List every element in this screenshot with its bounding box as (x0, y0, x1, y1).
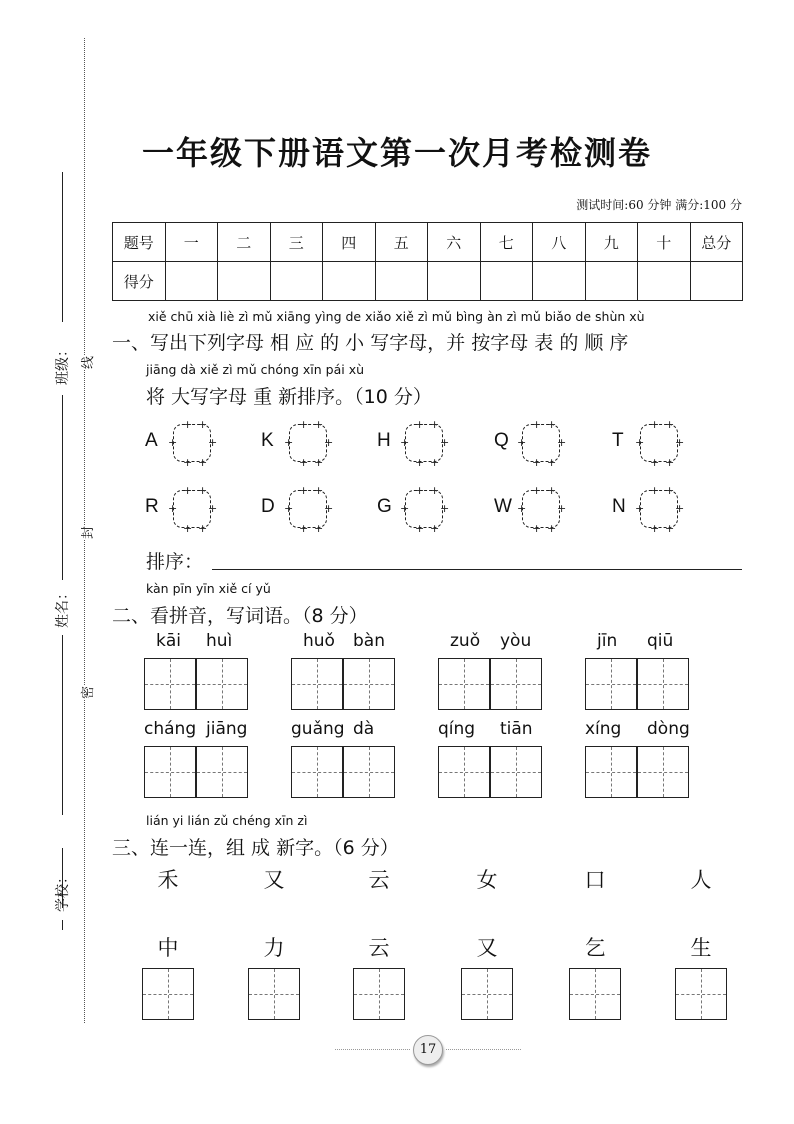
score-table (112, 222, 743, 301)
box-tick-mark: + (415, 456, 425, 469)
bottom-component-char[interactable]: 乞 (584, 936, 606, 960)
header-cell: 三 (270, 223, 323, 262)
tianzige-writing-box[interactable] (144, 658, 196, 710)
box-tick-mark: + (532, 484, 542, 497)
word-pinyin-2: yòu (500, 631, 532, 651)
box-tick-mark: + (430, 456, 440, 469)
box-tick-mark: + (208, 436, 218, 449)
score-cell[interactable] (533, 262, 586, 301)
top-component-char[interactable]: 女 (476, 868, 498, 892)
section3-heading: 三、连一连，组 成 新字。（6 分） (112, 837, 399, 859)
header-cell: 六 (428, 223, 481, 262)
box-tick-mark: + (547, 456, 557, 469)
uppercase-letter: H (377, 430, 391, 451)
score-cell[interactable] (638, 262, 691, 301)
box-tick-mark: + (430, 522, 440, 535)
box-tick-mark: + (547, 418, 557, 431)
box-tick-mark: + (532, 456, 542, 469)
box-tick-mark: + (183, 418, 193, 431)
bottom-component-char[interactable]: 云 (368, 936, 390, 960)
tianzige-writing-box[interactable] (585, 658, 637, 710)
box-tick-mark: + (314, 456, 324, 469)
word-pinyin-2: huì (206, 631, 233, 651)
box-tick-mark: + (635, 502, 645, 515)
uppercase-letter: T (612, 430, 624, 451)
page-number: 17 (413, 1035, 443, 1065)
page-title: 一年级下册语文第一次月考检测卷 (141, 134, 652, 172)
tianzige-writing-box[interactable] (637, 746, 689, 798)
box-tick-mark: + (284, 502, 294, 515)
header-cell: 七 (480, 223, 533, 262)
score-cell[interactable] (218, 262, 271, 301)
new-char-writing-box[interactable] (461, 968, 513, 1020)
header-cell: 八 (533, 223, 586, 262)
word-pinyin-1: qíng (438, 719, 476, 739)
uppercase-letter: A (145, 430, 158, 451)
box-tick-mark: + (168, 436, 178, 449)
section2-heading: 二、看拼音，写词语。（8 分） (112, 605, 368, 627)
box-tick-mark: + (517, 502, 527, 515)
header-cell: 一 (165, 223, 218, 262)
page-dots-left (335, 1049, 410, 1050)
word-pinyin-1: xíng (585, 719, 622, 739)
header-cell: 二 (218, 223, 271, 262)
section2-pinyin: kàn pīn yīn xiě cí yǔ (146, 581, 271, 596)
seal-mark-mi: 密 (74, 686, 99, 699)
box-tick-mark: + (430, 484, 440, 497)
box-tick-mark: + (650, 484, 660, 497)
word-pinyin-1: huǒ (303, 631, 335, 651)
score-cell[interactable] (375, 262, 428, 301)
uppercase-letter: Q (494, 430, 509, 451)
box-tick-mark: + (415, 418, 425, 431)
score-value-row (113, 262, 743, 301)
top-component-char[interactable]: 口 (584, 868, 606, 892)
box-tick-mark: + (183, 484, 193, 497)
new-char-writing-box[interactable] (675, 968, 727, 1020)
name-underline-top (62, 395, 63, 580)
seal-mark-feng: 封 (74, 526, 99, 539)
score-cell[interactable] (428, 262, 481, 301)
box-tick-mark: + (635, 436, 645, 449)
word-pinyin-1: zuǒ (450, 631, 481, 651)
new-char-writing-box[interactable] (248, 968, 300, 1020)
box-tick-mark: + (415, 484, 425, 497)
box-tick-mark: + (299, 456, 309, 469)
box-tick-mark: + (314, 418, 324, 431)
score-cell[interactable] (480, 262, 533, 301)
word-pinyin-2: tiān (500, 719, 533, 739)
box-tick-mark: + (415, 522, 425, 535)
score-header-row (113, 223, 743, 262)
box-tick-mark: + (208, 502, 218, 515)
box-tick-mark: + (314, 484, 324, 497)
class-underline (62, 172, 63, 322)
box-tick-mark: + (665, 418, 675, 431)
uppercase-letter: D (261, 496, 275, 517)
box-tick-mark: + (665, 522, 675, 535)
box-tick-mark: + (532, 522, 542, 535)
new-char-writing-box[interactable] (569, 968, 621, 1020)
bottom-component-char[interactable]: 生 (690, 936, 712, 960)
uppercase-letter: G (377, 496, 392, 517)
box-tick-mark: + (650, 456, 660, 469)
tianzige-writing-box[interactable] (585, 746, 637, 798)
school-underline-bottom (62, 920, 63, 930)
word-pinyin-2: dà (353, 719, 375, 739)
tianzige-writing-box[interactable] (490, 746, 542, 798)
tianzige-writing-box[interactable] (637, 658, 689, 710)
header-cell: 五 (375, 223, 428, 262)
header-cell: 题号 (113, 223, 166, 262)
box-tick-mark: + (198, 522, 208, 535)
score-cell[interactable] (690, 262, 743, 301)
box-tick-mark: + (324, 436, 334, 449)
bottom-component-char[interactable]: 又 (476, 936, 498, 960)
box-tick-mark: + (675, 502, 685, 515)
section1-heading-line1: 一、写出下列字母 相 应 的 小 写字母，并 按字母 表 的 顺 序 (112, 332, 629, 354)
uppercase-letter: R (145, 496, 159, 517)
box-tick-mark: + (400, 436, 410, 449)
score-row-label: 得分 (113, 262, 166, 301)
word-pinyin-1: jīn (597, 631, 618, 651)
class-label: 班级： (55, 343, 71, 385)
score-cell[interactable] (323, 262, 376, 301)
box-tick-mark: + (284, 436, 294, 449)
box-tick-mark: + (650, 522, 660, 535)
tianzige-writing-box[interactable] (144, 746, 196, 798)
bottom-component-char[interactable]: 力 (263, 936, 285, 960)
section1-pinyin-line2: jiāng dà xiě zì mǔ chóng xīn pái xù (146, 362, 365, 377)
top-component-char[interactable]: 人 (690, 868, 712, 892)
section1-heading-line2: 将 大写字母 重 新排序。（10 分） (146, 386, 432, 408)
top-component-char[interactable]: 又 (263, 868, 285, 892)
bottom-component-char[interactable]: 中 (157, 936, 179, 960)
score-cell[interactable] (270, 262, 323, 301)
box-tick-mark: + (440, 436, 450, 449)
box-tick-mark: + (299, 522, 309, 535)
tianzige-writing-box[interactable] (490, 658, 542, 710)
word-pinyin-2: jiāng (206, 719, 248, 739)
box-tick-mark: + (183, 522, 193, 535)
uppercase-letter: W (494, 496, 512, 517)
section3-pinyin: lián yi lián zǔ chéng xīn zì (146, 813, 308, 828)
page-dots-right (446, 1049, 521, 1050)
word-pinyin-2: dòng (647, 719, 690, 739)
top-component-char[interactable]: 禾 (157, 868, 179, 892)
box-tick-mark: + (198, 484, 208, 497)
tianzige-writing-box[interactable] (291, 746, 343, 798)
box-tick-mark: + (324, 502, 334, 515)
word-pinyin-1: kāi (156, 631, 181, 651)
box-tick-mark: + (430, 418, 440, 431)
header-cell: 九 (585, 223, 638, 262)
box-tick-mark: + (198, 456, 208, 469)
box-tick-mark: + (665, 456, 675, 469)
new-char-writing-box[interactable] (142, 968, 194, 1020)
tianzige-writing-box[interactable] (438, 746, 490, 798)
tianzige-writing-box[interactable] (196, 658, 248, 710)
box-tick-mark: + (400, 502, 410, 515)
tianzige-writing-box[interactable] (438, 658, 490, 710)
box-tick-mark: + (557, 502, 567, 515)
name-label: 姓名： (55, 586, 71, 628)
word-pinyin-1: cháng (144, 719, 197, 739)
box-tick-mark: + (675, 436, 685, 449)
box-tick-mark: + (665, 484, 675, 497)
score-cell[interactable] (165, 262, 218, 301)
word-pinyin-1: guǎng (291, 719, 345, 739)
tianzige-writing-box[interactable] (291, 658, 343, 710)
seal-mark-line: 线 (74, 356, 99, 369)
new-char-writing-box[interactable] (353, 968, 405, 1020)
box-tick-mark: + (547, 484, 557, 497)
tianzige-writing-box[interactable] (196, 746, 248, 798)
box-tick-mark: + (557, 436, 567, 449)
header-cell: 四 (323, 223, 376, 262)
test-time-info: 测试时间:60 分钟 满分:100 分 (576, 198, 742, 212)
box-tick-mark: + (314, 522, 324, 535)
box-tick-mark: + (168, 502, 178, 515)
header-cell: 十 (638, 223, 691, 262)
school-label: 学校： (55, 870, 71, 912)
box-tick-mark: + (547, 522, 557, 535)
box-tick-mark: + (198, 418, 208, 431)
header-cell: 总分 (690, 223, 743, 262)
sort-label: 排序： (146, 551, 204, 573)
uppercase-letter: N (612, 496, 626, 517)
box-tick-mark: + (517, 436, 527, 449)
section1-pinyin-line1: xiě chū xià liè zì mǔ xiāng yìng de xiǎo xiě zì mǔ bìng àn zì mǔ biǎo de shùn xù (148, 309, 645, 324)
tianzige-writing-box[interactable] (343, 658, 395, 710)
tianzige-writing-box[interactable] (343, 746, 395, 798)
box-tick-mark: + (440, 502, 450, 515)
word-pinyin-2: bàn (353, 631, 385, 651)
box-tick-mark: + (532, 418, 542, 431)
name-underline-bottom (62, 635, 63, 815)
box-tick-mark: + (650, 418, 660, 431)
sort-answer-line[interactable] (212, 569, 742, 570)
box-tick-mark: + (299, 484, 309, 497)
top-component-char[interactable]: 云 (368, 868, 390, 892)
box-tick-mark: + (299, 418, 309, 431)
score-cell[interactable] (585, 262, 638, 301)
box-tick-mark: + (183, 456, 193, 469)
uppercase-letter: K (261, 430, 274, 451)
word-pinyin-2: qiū (647, 631, 674, 651)
